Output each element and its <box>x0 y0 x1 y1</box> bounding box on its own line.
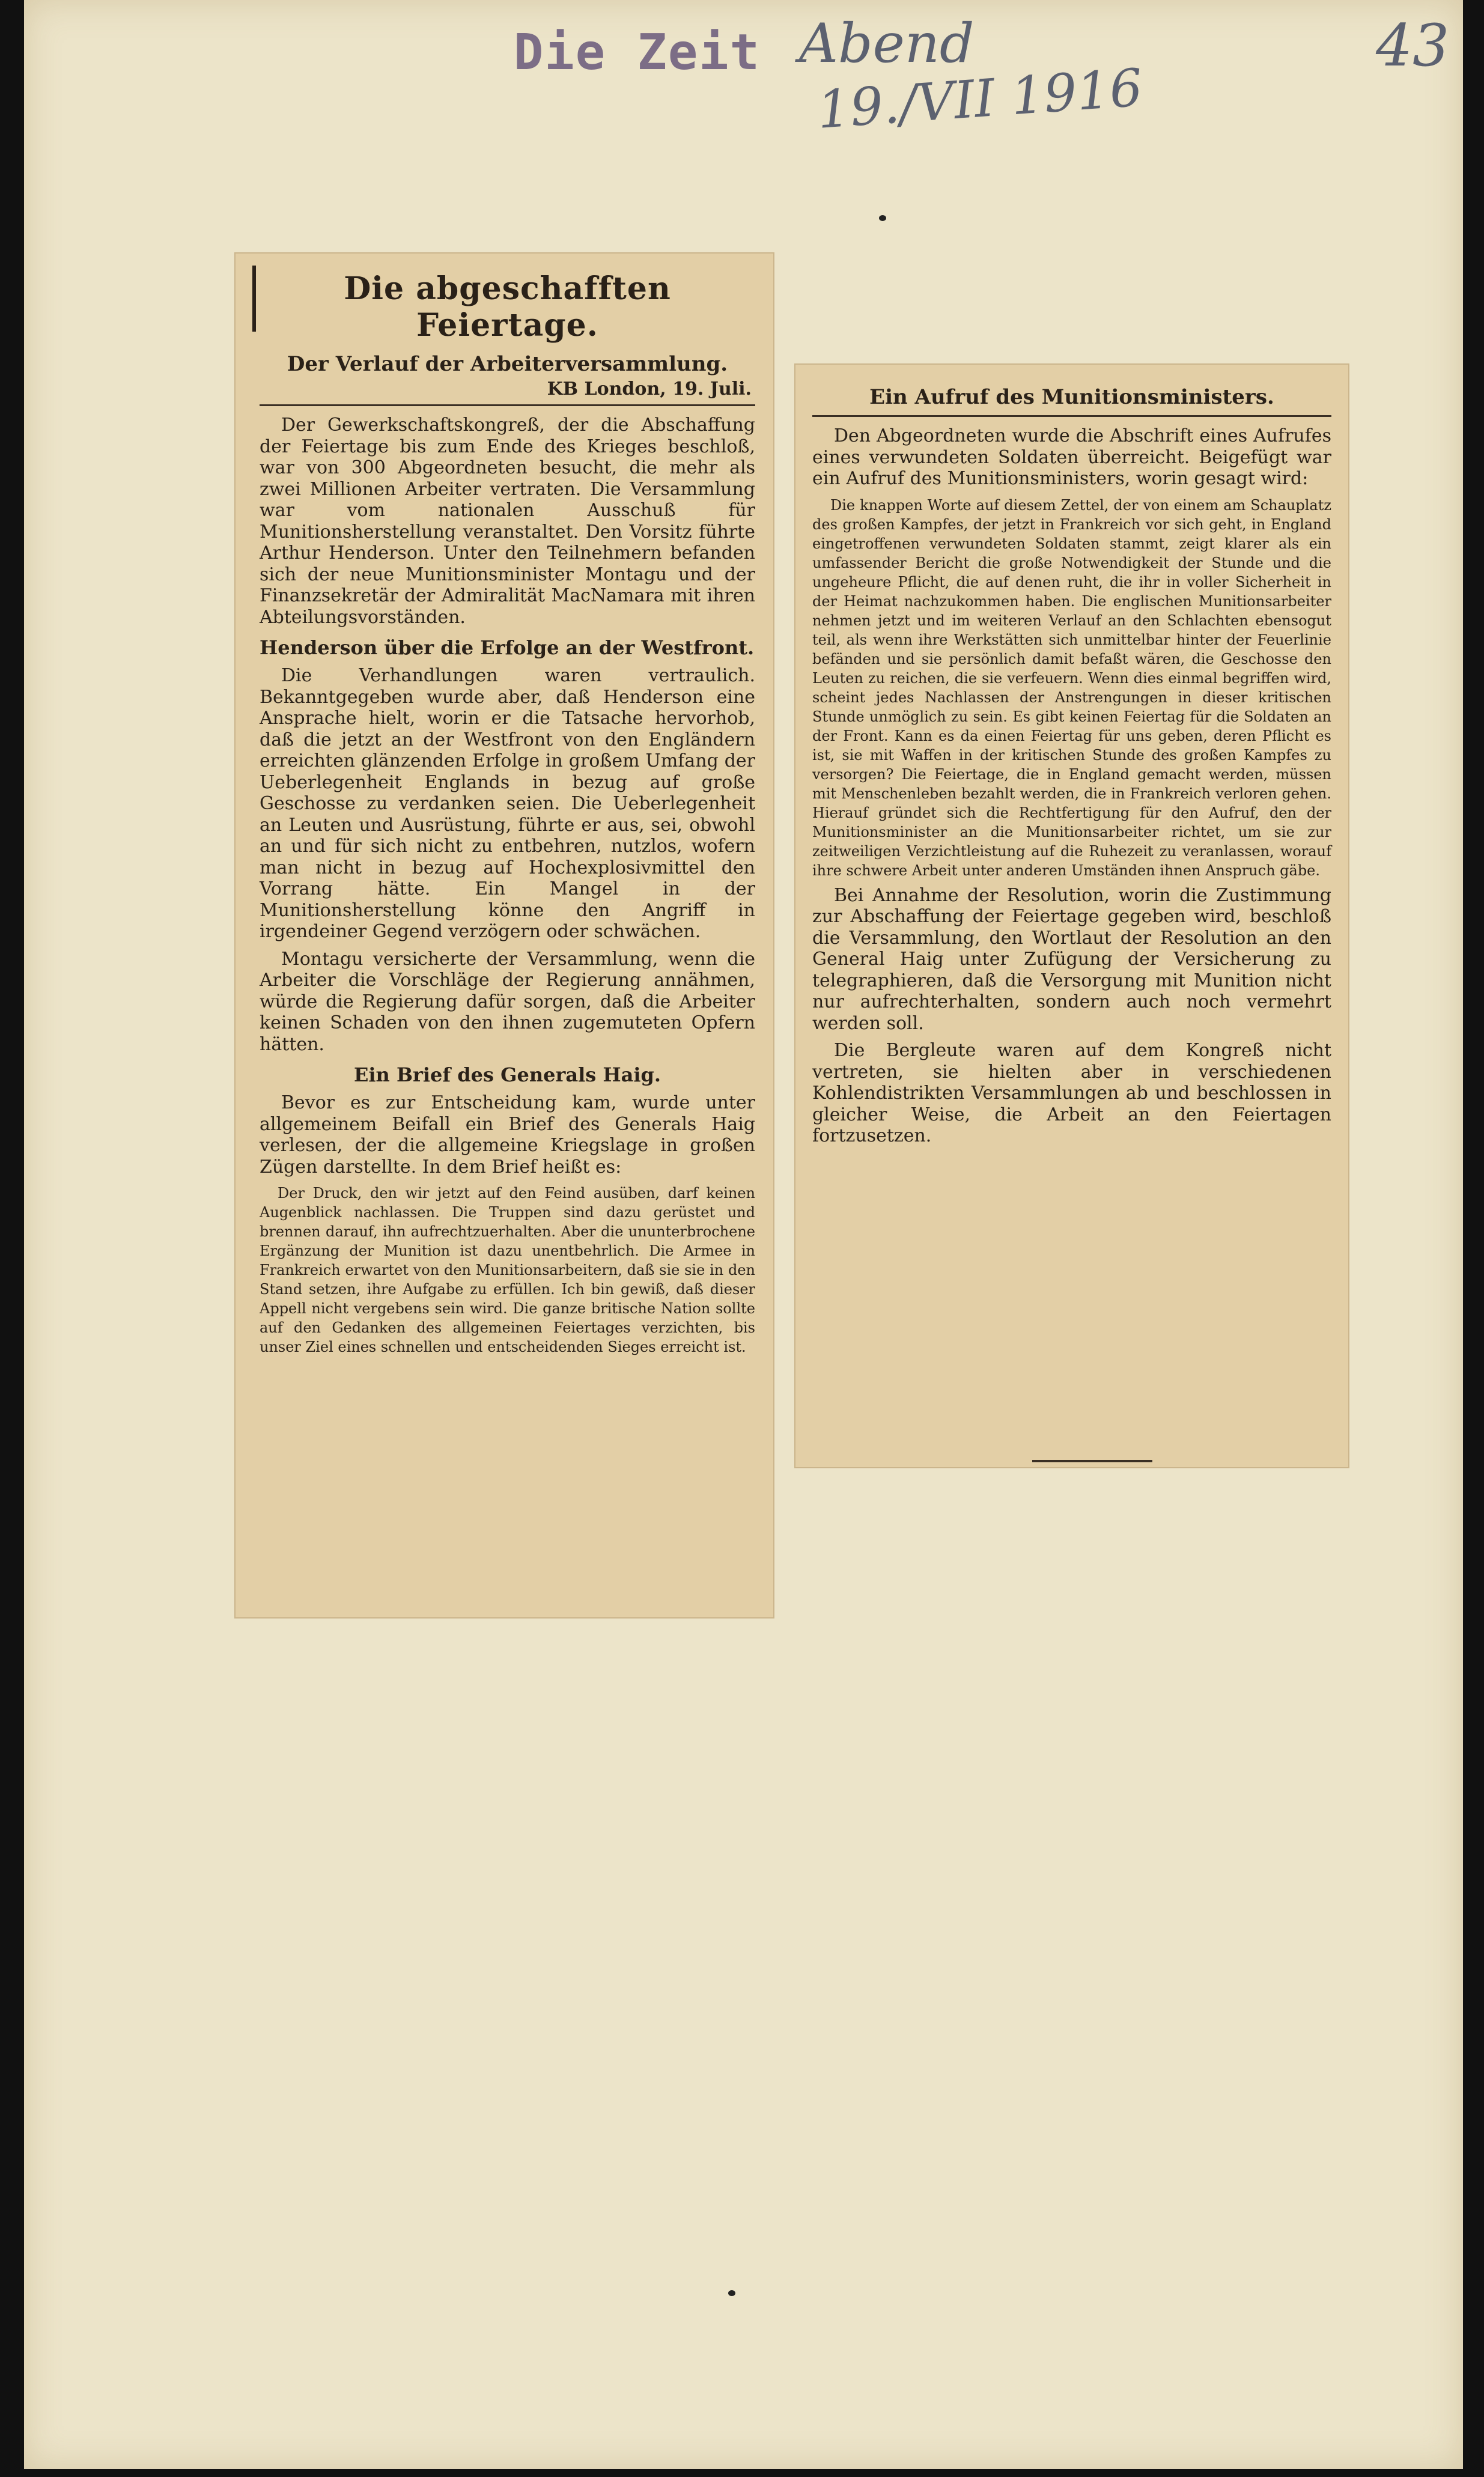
end-rule <box>1032 1460 1152 1462</box>
paragraph: Die Verhandlungen waren vertraulich. Bekanntgegeben wurde aber, daß Henderson eine Ansprache hielt, worin er die Tatsache hervorhob, daß die jetzt an der Westfront von den Engländern erreichten glänzenden Erfolge in großem Umfang der Ueberlegenheit Englands in bezug auf große Geschosse zu verdanken seien. Die Ueberlegenheit an Leuten und Ausrüstung, führte er aus, sei, obwohl an und für sich nicht zu entbehren, nutzlos, wofern man nicht in bezug auf Hochexplosivmittel den Vorrang hätte. Ein Mangel in der Munitionsherstellung könne den Angriff in irgendeiner Gegend verzögern oder schwächen. <box>260 665 755 942</box>
article-dateline: KB London, 19. Juli. <box>547 378 752 400</box>
ink-dot <box>728 2290 735 2296</box>
right-newspaper-clipping <box>794 363 1349 1468</box>
divider <box>812 415 1331 417</box>
column-marker <box>252 266 256 332</box>
article-headline: Die abgeschafften Feiertage. <box>344 270 671 344</box>
section-heading: Henderson über die Erfolge an der Westfront. <box>260 636 755 659</box>
handwritten-page-number: 43 <box>1376 12 1450 79</box>
right-clipping-text <box>812 377 1331 1153</box>
handwritten-date: 19./VII 1916 <box>815 58 1145 141</box>
paragraph: Den Abgeordneten wurde die Abschrift eines Aufrufes eines verwundeten Soldaten überreicht. Beigefügt war ein Aufruf des Munitionsministers, worin gesagt wird: <box>812 425 1331 489</box>
paragraph: Montagu versicherte der Versammlung, wenn die Arbeiter die Vorschläge der Regierung annähmen, würde die Regierung dafür sorgen, daß die Arbeiter keinen Schaden von den ihnen zugemuteten Opfern hätten. <box>260 948 755 1055</box>
handwritten-edition: Abend <box>799 12 975 75</box>
paragraph: Der Gewerkschaftskongreß, der die Abschaffung der Feiertage bis zum Ende des Krieges beschloß, war von 300 Abgeordneten besucht, die mehr als zwei Millionen Arbeiter vertraten. Die Versammlung war vom nationalen Ausschuß für Munitionsherstellung veranstaltet. Den Vorsitz führte Arthur Henderson. Unter den Teilnehmern befanden sich der neue Munitionsminister Montagu und der Finanzsekretär der Admiralität MacNamara mit ihren Abteilungsvorständen. <box>260 415 755 628</box>
article-subheadline: Der Verlauf der Arbeiterversammlung. <box>287 352 728 376</box>
section-heading: Ein Brief des Generals Haig. <box>353 1063 661 1086</box>
left-clipping-text <box>260 264 755 1361</box>
article-headline: Ein Aufruf des Munitionsministers. <box>869 385 1274 409</box>
ink-dot <box>879 215 886 221</box>
newspaper-stamp: Die Zeit <box>514 24 761 81</box>
quoted-letter: Der Druck, den wir jetzt auf den Feind ausüben, darf keinen Augenblick nachlassen. Die Truppen sind dazu gerüstet und brennen darauf, ihn aufrechtzuerhalten. Aber die ununterbrochene Ergänzung der Munition ist dazu unentbehrlich. Die Armee in Frankreich erwartet von den Munitionsarbeitern, daß sie sie in den Stand setzen, ihre Aufgabe zu erfüllen. Ich bin gewiß, daß dieser Appell nicht vergebens sein wird. Die ganze britische Nation sollte auf den Gedanken des allgemeinen Feiertages verzichten, bis unser Ziel eines schnellen und entscheidenden Sieges erreicht ist. <box>260 1185 755 1355</box>
left-newspaper-clipping <box>234 252 774 1618</box>
paragraph: Bevor es zur Entscheidung kam, wurde unter allgemeinem Beifall ein Brief des Generals Haig verlesen, der die allgemeine Kriegslage in großen Zügen darstellte. In dem Brief heißt es: <box>260 1092 755 1178</box>
paragraph: Die Bergleute waren auf dem Kongreß nicht vertreten, sie hielten aber in verschiedenen Kohlendistrikten Versammlungen ab und beschlossen in gleicher Weise, die Arbeit an den Feiertagen fortzusetzen. <box>812 1040 1331 1146</box>
quoted-appeal: Die knappen Worte auf diesem Zettel, der von einem am Schauplatz des großen Kampfes, der jetzt in Frankreich vor sich geht, in England eingetroffenen verwundeten Soldaten stammt, zeigt klarer als ein umfassender Bericht die große Notwendigkeit der Stunde und die ungeheure Pflicht, die auf denen ruht, die ihr in voller Sicherheit in der Heimat nachzukommen haben. Die englischen Munitionsarbeiter nehmen jetzt und im weiteren Verlauf an den Schlachten ebensogut teil, als wenn ihre Werkstätten sich unmittelbar hinter der Feuerlinie befänden und sie persönlich damit befaßt wären, die Geschosse den Leuten zu reichen, die sie verfeuern. Wenn dies einmal begriffen wird, scheint jedes Nachlassen der Anstrengungen in dieser kritischen Stunde unmöglich zu sein. Es gibt keinen Feiertag für die Soldaten an der Front. Kann es da einen Feiertag für uns geben, deren Pflicht es ist, sie mit Waffen in der kritischen Stunde des großen Kampfes zu versorgen? Die Feiertage, die in England gemacht werden, müssen mit Menschenleben bezahlt werden, die in Frankreich verloren gehen. Hierauf gründet sich die Rechtfertigung für den Aufruf, den der Munitionsminister an die Munitionsarbeiter richtet, um sie zur zeitweiligen Verzichtleistung auf die Ruhezeit zu veranlassen, worauf ihre schwere Arbeit unter anderen Umständen ihnen Anspruch gäbe. <box>812 496 1331 879</box>
paragraph: Bei Annahme der Resolution, worin die Zustimmung zur Abschaffung der Feiertage gegeben wird, beschloß die Versammlung, den Wortlaut der Resolution an den General Haig unter Zufügung der Versicherung zu telegraphieren, daß die Versorgung mit Munition nicht nur aufrechterhalten, sondern auch noch vermehrt werden soll. <box>812 884 1331 1034</box>
divider <box>260 404 755 406</box>
